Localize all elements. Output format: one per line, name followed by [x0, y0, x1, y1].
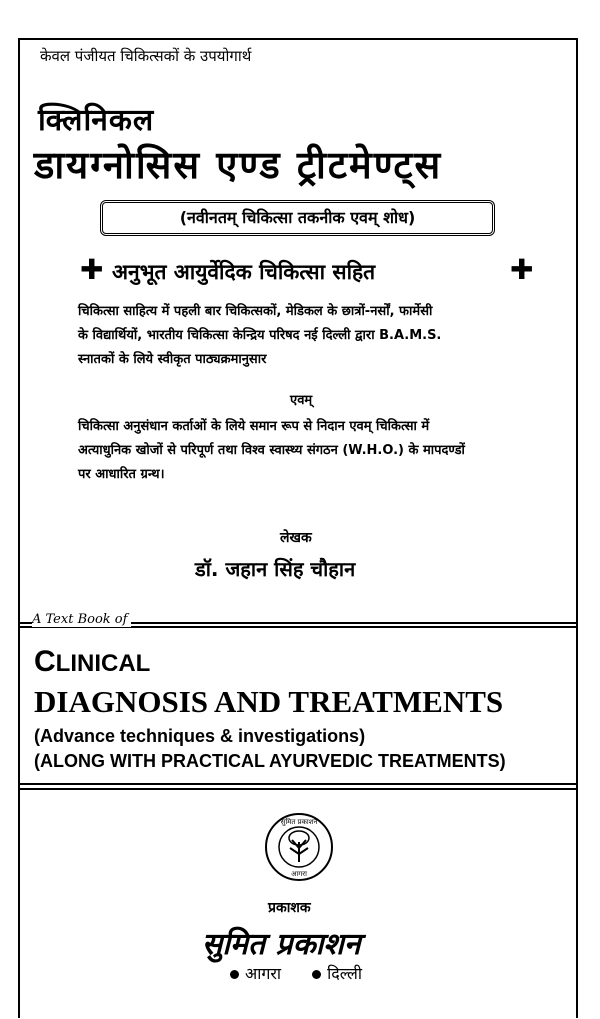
plus-icon: ✚ — [510, 253, 534, 286]
publisher-label: प्रकाशक — [268, 900, 311, 916]
paragraph-1-line: के विद्यार्थियों, भारतीय चिकित्सा केन्द्रिय परिषद नई दिल्ली द्वारा B.A.M.S. — [78, 328, 442, 343]
evam-connector: एवम् — [290, 393, 313, 408]
textbook-label: A Text Book of — [32, 612, 131, 627]
paragraph-1-line: चिकित्सा साहित्य में पहली बार चिकित्सकों, मेडिकल के छात्रों-नर्सों, फार्मेसी — [78, 304, 433, 319]
divider — [18, 783, 578, 785]
publisher-cities — [230, 962, 362, 984]
bullet-icon — [230, 970, 239, 979]
paragraph-2 — [78, 415, 558, 487]
seal-bottom-text: आगरा — [291, 870, 307, 878]
english-subtitle-1: (Advance techniques & investigations) — [34, 726, 366, 746]
publisher-name: सुमित प्रकाशन — [202, 927, 361, 962]
english-subtitle-2: (ALONG WITH PRACTICAL AYURVEDIC TREATMENTS) — [34, 751, 506, 771]
tree-seal-icon — [264, 812, 334, 882]
paragraph-2-line: पर आधारित ग्रन्थ। — [78, 467, 165, 482]
seal-top-text: सुमित प्रकाशन — [280, 818, 318, 826]
divider — [18, 788, 578, 790]
english-title-initial: C — [34, 645, 56, 678]
hindi-subtitle-box — [100, 200, 495, 236]
city-1: आगरा — [245, 964, 282, 983]
author-label: लेखक — [280, 530, 312, 546]
tagline: अनुभूत आयुर्वेदिक चिकित्सा सहित — [112, 260, 376, 284]
city-2: दिल्ली — [327, 964, 363, 983]
plus-icon: ✚ — [80, 253, 104, 286]
paragraph-2-line: अत्याधुनिक खोजों से परिपूर्ण तथा विश्व स्वास्थ्य संगठन (W.H.O.) के मापदण्डों — [78, 443, 465, 458]
hindi-subtitle: (नवीनतम् चिकित्सा तकनीक एवम् शोध) — [179, 208, 416, 227]
paragraph-1 — [78, 300, 558, 372]
bullet-icon — [312, 970, 321, 979]
paragraph-2-line: चिकित्सा अनुसंधान कर्ताओं के लिये समान रूप से निदान एवम् चिकित्सा में — [78, 419, 430, 434]
paragraph-1-line: स्नातकों के लिये स्वीकृत पाठ्यक्रमानुसार — [78, 352, 267, 367]
hindi-title-line2: डायग्नोसिस एण्ड ट्रीटमेण्ट्स — [34, 143, 443, 187]
english-title-line2: DIAGNOSIS AND TREATMENTS — [34, 684, 504, 719]
top-note: केवल पंजीयत चिकित्सकों के उपयोगार्थ — [40, 47, 252, 65]
english-title-line1 — [34, 645, 150, 679]
english-title-rest: LINICAL — [55, 650, 151, 677]
author-name: डॉ. जहान सिंह चौहान — [195, 557, 356, 581]
hindi-title-line1: क्लिनिकल — [38, 103, 155, 138]
